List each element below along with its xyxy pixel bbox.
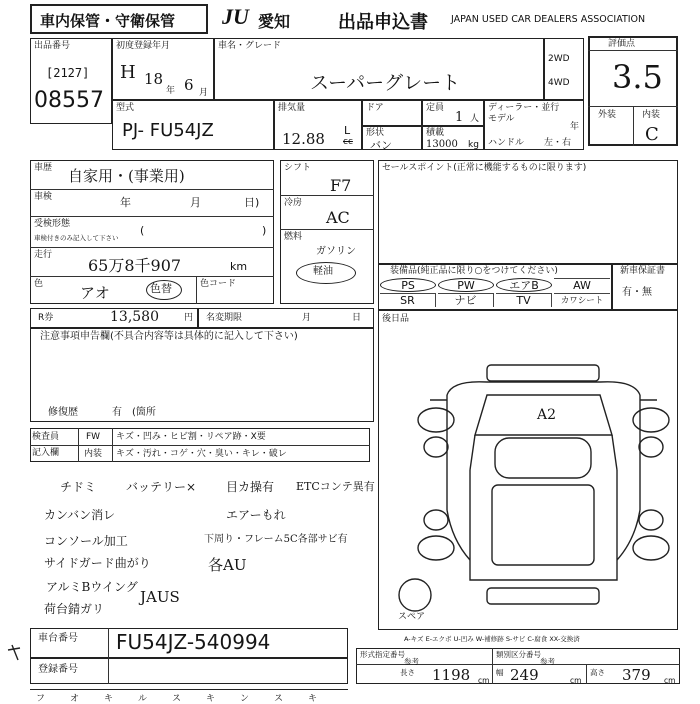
shift-value: F7 <box>330 176 352 195</box>
chassis-value: FU54JZ-540994 <box>116 630 271 654</box>
damage-legend: A-キズ E-エクボ U-凹み W-補修跡 S-サビ C-腐食 XX-交換済 <box>404 635 580 643</box>
ac-label: 冷房 <box>284 198 303 208</box>
dims-div-1 <box>492 648 493 684</box>
reg-divider <box>108 658 109 684</box>
sales-point-box <box>378 160 678 264</box>
model-year-label: モデル <box>488 114 515 124</box>
chassis-label: 車台番号 <box>38 633 78 644</box>
inspection-day: 日) <box>244 196 260 209</box>
damage-mark: A2 <box>537 407 557 423</box>
interior-value: C <box>645 124 659 145</box>
recycle-label: R券 <box>38 313 54 323</box>
sales-point-label: セールスポイント(正常に機能するものに限ります) <box>382 163 587 173</box>
history-row-4 <box>30 276 274 277</box>
drive-box <box>544 38 584 100</box>
load-label: 積載 <box>426 128 445 138</box>
model-year-unit: 年 <box>570 122 580 132</box>
load-unit: kg <box>468 140 479 150</box>
footer-item: ン <box>240 694 250 704</box>
form-title: 出品申込書 <box>338 12 428 33</box>
equipment-item: PW <box>438 278 494 292</box>
recycle-unit: 円 <box>184 313 194 323</box>
length-value: 1198 <box>432 666 471 684</box>
history-label: 車歴 <box>34 163 53 173</box>
footer-item: オ <box>70 694 80 704</box>
recv-bracket-open: ( <box>140 224 145 237</box>
hw-note-4: ETCコンテ異有 <box>296 480 375 493</box>
after-box <box>378 310 678 630</box>
recv-bracket-close: ) <box>262 224 267 237</box>
warranty-value: 有・無 <box>622 287 652 298</box>
load-value: 13000 <box>426 139 458 150</box>
registration-year: 18 <box>144 70 164 88</box>
hw-note-8: 下周り・フレーム5C各部サビ有 <box>204 534 348 545</box>
exterior-label: 外装 <box>598 110 617 120</box>
drive-4wd: 4WD <box>548 78 570 88</box>
inspection-year: 年 <box>120 196 131 209</box>
grade-divider-3 <box>633 106 634 146</box>
equipment-item: ナビ <box>438 293 494 307</box>
hw-note-12: JAUS <box>140 588 180 606</box>
footer-item: ル <box>138 694 148 704</box>
grade-divider <box>588 50 678 51</box>
transfer-label: 名変期限 <box>206 313 243 323</box>
inspector-row2-items: キズ・汚れ・コゲ・穴・臭い・キレ・破レ <box>116 449 287 459</box>
after-label: 後日品 <box>382 314 410 324</box>
fuel-label: 燃料 <box>284 232 303 242</box>
assoc-name: JAPAN USED CAR DEALERS ASSOCIATION <box>451 14 646 25</box>
color-label: 色 <box>34 279 44 289</box>
notes-label: 注意事項申告欄(不具合内容等は具体的に記入して下さい) <box>40 331 298 342</box>
warranty-label: 新車保証書 <box>620 266 666 276</box>
equipment-item: SR <box>380 293 436 307</box>
width-label: 幅 <box>496 668 504 677</box>
equipment-item: PS <box>380 278 436 292</box>
shift-label: シフト <box>284 163 312 173</box>
registration-label: 初度登録年月 <box>116 41 171 51</box>
displacement-unit-alt: cc <box>343 137 353 147</box>
hw-note-1: チドミ <box>60 480 97 494</box>
form-label: 形式指定番号 <box>360 650 405 659</box>
car-name-label: 車名・グレード <box>218 41 282 51</box>
inspector-label: 検査員 <box>32 432 60 442</box>
type-value: PJ- FU54JZ <box>122 120 214 141</box>
type-label: 型式 <box>116 103 135 113</box>
hw-note-2: バッテリー× <box>126 480 197 494</box>
storage-note: 車内保管・守衛保管 <box>40 12 176 30</box>
recv-label: 受検形態 <box>34 219 71 229</box>
shape-label: 形状 <box>366 128 385 138</box>
footer-item: キ <box>206 694 216 704</box>
displacement-unit: L <box>344 124 351 137</box>
displacement-value: 12.88 <box>282 130 325 148</box>
footer-item: キ <box>308 694 318 704</box>
hw-note-11: アルミBウイング <box>46 580 138 594</box>
repair-location: (箇所 <box>132 407 156 418</box>
equipment-item: エアB <box>496 278 552 292</box>
footer-strip <box>30 689 348 704</box>
capacity-label: 定員 <box>426 103 445 113</box>
equipment-grid <box>380 278 612 309</box>
registration-era: H <box>120 62 136 83</box>
recycle-value: 13,580 <box>110 309 159 325</box>
inspector-col-1 <box>78 428 79 462</box>
repair-label: 修復歴 <box>48 407 78 418</box>
transfer-day: 日 <box>352 313 362 323</box>
mileage-unit: km <box>230 260 248 273</box>
hw-note-7: コンソール加工 <box>44 534 128 548</box>
mileage-label: 走行 <box>34 250 53 260</box>
history-value: 自家用・(事業用) <box>68 167 185 185</box>
color-value: アオ <box>80 284 110 302</box>
listing-number-label: 出品番号 <box>34 41 71 51</box>
footer-item: フ <box>36 694 46 704</box>
hw-note-3: 目カ操有 <box>226 480 275 494</box>
interior-label: 内装 <box>642 110 661 120</box>
spare-label: スペア <box>398 612 426 622</box>
hw-note-6: エアーもれ <box>226 508 286 522</box>
history-color-divider <box>196 276 197 304</box>
recv-note: 車検付きのみ記入して下さい <box>34 234 119 242</box>
repair-value: 有 <box>112 407 122 418</box>
category-label: 類別区分番号 <box>496 650 541 659</box>
shift-row-1 <box>280 195 374 196</box>
inspector-row1-items: キズ・凹み・ヒビ割・リペア跡・X要 <box>116 432 266 442</box>
registration-month-unit: 月 <box>199 88 209 98</box>
ref-1: 参考 <box>404 657 419 666</box>
handle-label: ハンドル <box>488 138 525 148</box>
length-unit: cm <box>478 676 490 685</box>
registration-month: 6 <box>184 76 194 94</box>
inspection-label: 車検 <box>34 192 53 202</box>
shape-value: バン <box>370 139 392 152</box>
transfer-month: 月 <box>302 313 312 323</box>
width-unit: cm <box>570 676 582 685</box>
inspector-divider <box>30 445 370 446</box>
hw-note-5: カンバン消レ <box>44 508 116 522</box>
inspector-row2-code: 内装 <box>84 449 103 459</box>
door-label: ドア <box>366 103 384 113</box>
equipment-item: TV <box>496 293 552 307</box>
drive-2wd: 2WD <box>548 54 570 64</box>
color-code-label: 色コード <box>200 279 237 289</box>
footer-item: ス <box>274 694 284 704</box>
equipment-label: 装備品(純正品に限り○をつけてください) <box>390 266 558 276</box>
shift-row-2 <box>280 229 374 230</box>
entry-label: 記入欄 <box>32 448 60 458</box>
org-name: 愛知 <box>258 12 291 31</box>
ac-value: AC <box>326 208 350 227</box>
color-change: 色替 <box>150 282 172 295</box>
org-logo: JU <box>222 4 249 29</box>
grade-label: 評価点 <box>608 39 636 49</box>
fuel-option2: 軽油 <box>313 266 333 277</box>
dealer-label: ディーラー・並行 <box>488 103 560 113</box>
footer-item: キ <box>104 694 114 704</box>
height-unit: cm <box>664 676 676 685</box>
inspection-month: 月 <box>190 196 201 209</box>
displacement-label: 排気量 <box>278 103 306 113</box>
height-value: 379 <box>622 666 651 684</box>
handle-value: 左・右 <box>544 138 572 148</box>
listing-number: 08557 <box>34 88 104 113</box>
notes-box <box>30 328 374 422</box>
hw-note-9: サイドガード曲がり <box>44 556 151 570</box>
car-name-value: スーパーグレート <box>310 72 461 94</box>
length-label: 長さ <box>400 668 415 677</box>
equipment-item: AW <box>554 278 610 292</box>
registration-year-unit: 年 <box>166 86 176 96</box>
capacity-value: 1 <box>455 110 464 125</box>
history-row-2 <box>30 216 274 217</box>
mileage-value: 65万8千907 <box>88 256 182 275</box>
history-row-3 <box>30 247 274 248</box>
hw-note-13: 荷台錆ガリ <box>44 602 105 616</box>
fuel-option1: ガソリン <box>316 246 356 257</box>
dims-div-2 <box>586 664 587 684</box>
hw-note-10: 各AU <box>208 556 247 574</box>
ref-2: 参考 <box>540 657 555 666</box>
inspector-row1-code: FW <box>86 432 101 442</box>
inspector-col-2 <box>112 428 113 462</box>
equipment-item: カワシート <box>554 293 610 307</box>
reg-label: 登録番号 <box>38 664 78 675</box>
chassis-divider <box>108 628 109 658</box>
grade-value: 3.5 <box>612 58 663 96</box>
capacity-unit: 人 <box>470 114 480 124</box>
width-value: 249 <box>510 666 539 684</box>
history-row-1 <box>30 189 274 190</box>
footer-item: ス <box>172 694 182 704</box>
lane-code: [2127] <box>46 66 90 80</box>
height-label: 高さ <box>590 668 605 677</box>
